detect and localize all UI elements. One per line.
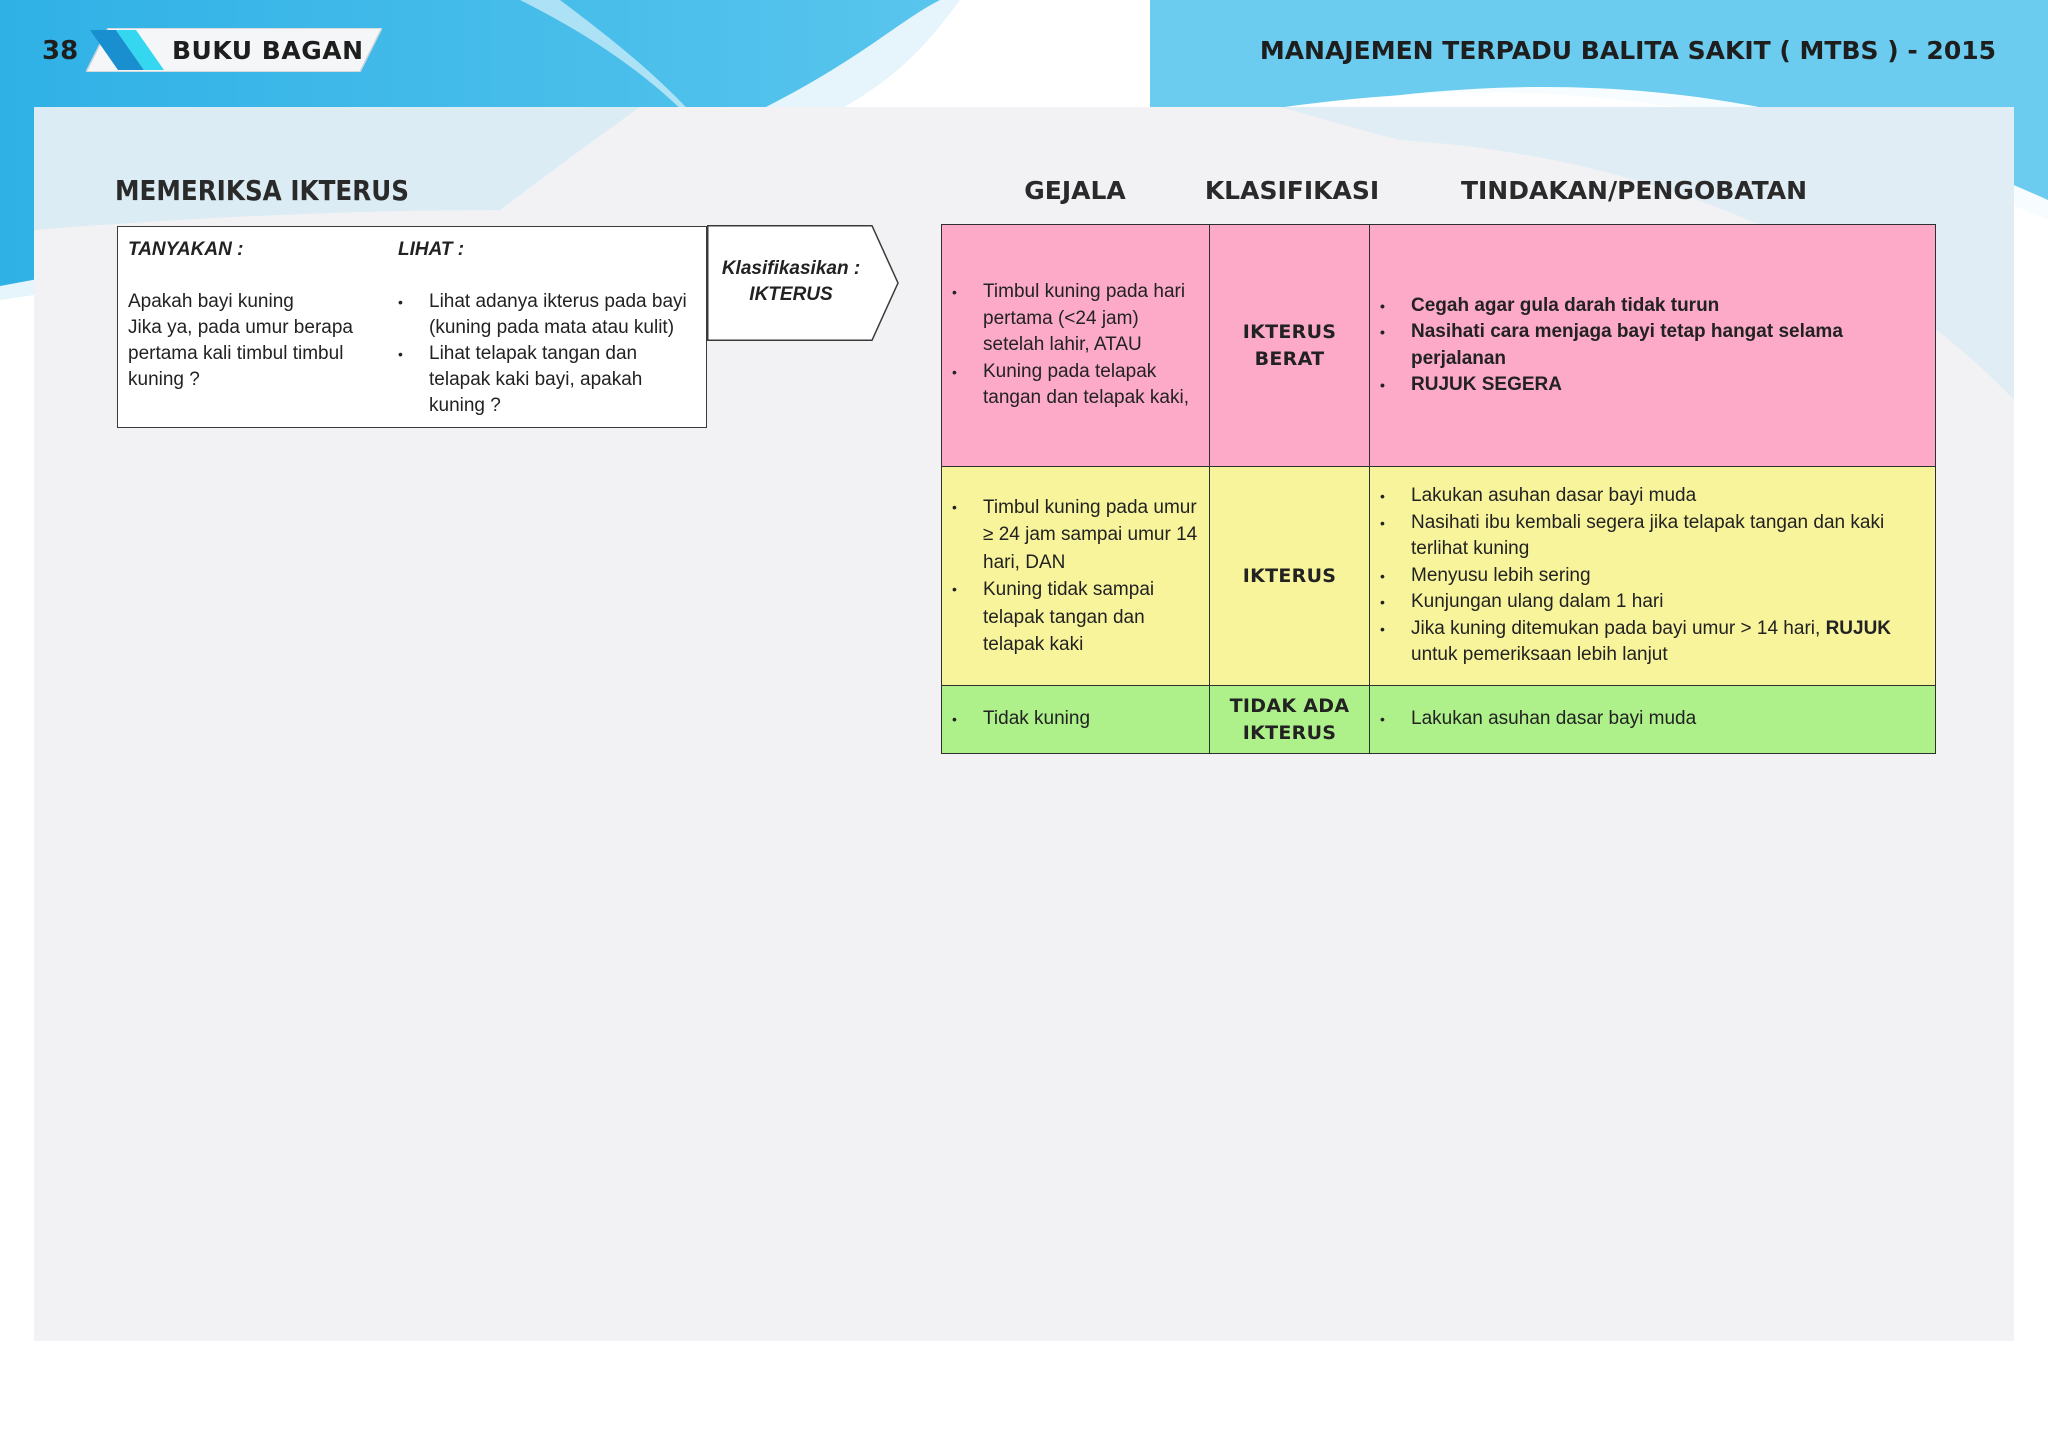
section-title: MEMERIKSA IKTERUS (115, 174, 409, 207)
ask-heading: TANYAKAN : (128, 239, 244, 260)
assessment-box (117, 226, 707, 428)
column-header-tindakan: TINDAKAN/PENGOBATAN (1460, 176, 1808, 205)
symptoms-list (942, 494, 1209, 659)
page-number: 38 (42, 36, 79, 66)
symptom-item: • Timbul kuning pada umur ≥ 24 jam sampai umur 14 hari, DAN (952, 494, 1203, 577)
action-item: • Lakukan asuhan dasar bayi muda (1380, 483, 1929, 510)
symptoms-list (942, 706, 1209, 733)
actions-list (1370, 706, 1935, 733)
tab-label: BUKU BAGAN (172, 36, 364, 65)
classification-table (941, 224, 1936, 754)
actions-cell (1370, 467, 1936, 686)
referral-suffix: untuk pemeriksaan lebih lanjut (1411, 644, 1668, 666)
actions-cell (1370, 225, 1936, 467)
action-item: • Cegah agar gula darah tidak turun (1380, 293, 1929, 320)
symptom-item: • Kuning pada telapak tangan dan telapak kaki, (952, 359, 1203, 412)
classify-value: IKTERUS (749, 284, 833, 305)
classification-cell: TIDAK ADA IKTERUS (1210, 686, 1370, 754)
classification-cell: IKTERUS (1210, 467, 1370, 686)
look-list (398, 289, 703, 419)
action-item: • Menyusu lebih sering (1380, 563, 1929, 590)
classify-label (707, 256, 875, 308)
look-heading: LIHAT : (398, 239, 465, 260)
ask-line: Apakah bayi kuning (128, 291, 294, 312)
symptom-item: • Timbul kuning pada hari pertama (<24 jam) setelah lahir, ATAU (952, 279, 1203, 359)
look-item: • Lihat telapak tangan dan telapak kaki bayi, apakah kuning ? (398, 341, 703, 419)
table-row-tidak-ada-ikterus (942, 686, 1936, 754)
referral-prefix: Jika kuning ditemukan pada bayi umur > 14 hari, (1411, 617, 1826, 639)
symptoms-cell (942, 467, 1210, 686)
symptoms-cell (942, 225, 1210, 467)
action-item: • Nasihati cara menjaga bayi tetap hangat selama perjalanan (1380, 319, 1929, 372)
symptom-item: • Kuning tidak sampai telapak tangan dan telapak kaki (952, 576, 1203, 659)
action-item: • Kunjungan ulang dalam 1 hari (1380, 589, 1929, 616)
table-row-ikterus-berat (942, 225, 1936, 467)
action-item-referral (1380, 616, 1929, 669)
look-item: • Lihat adanya ikterus pada bayi (kuning pada mata atau kulit) (398, 289, 703, 341)
document-title: MANAJEMEN TERPADU BALITA SAKIT ( MTBS ) - 2015 (1259, 36, 1996, 65)
classify-label-text: Klasifikasikan : (721, 258, 861, 279)
actions-cell (1370, 686, 1936, 754)
classification-cell: IKTERUS BERAT (1210, 225, 1370, 467)
symptoms-list (942, 279, 1209, 412)
look-column (398, 237, 703, 419)
symptoms-cell (942, 686, 1210, 754)
ask-line: Jika ya, pada umur berapa pertama kali timbul timbul kuning ? (128, 317, 353, 390)
table-row-ikterus (942, 467, 1936, 686)
actions-list (1370, 483, 1935, 669)
symptom-item: • Tidak kuning (952, 706, 1203, 733)
column-header-gejala: GEJALA (1024, 176, 1126, 205)
ask-column (128, 237, 378, 393)
action-item: • Nasihati ibu kembali segera jika telapak tangan dan kaki terlihat kuning (1380, 510, 1929, 563)
referral-bold: RUJUK (1825, 617, 1892, 639)
action-item: • RUJUK SEGERA (1380, 372, 1929, 399)
actions-list (1370, 293, 1935, 399)
column-header-klasifikasi: KLASIFIKASI (1204, 176, 1380, 205)
action-item: • Lakukan asuhan dasar bayi muda (1380, 706, 1929, 733)
